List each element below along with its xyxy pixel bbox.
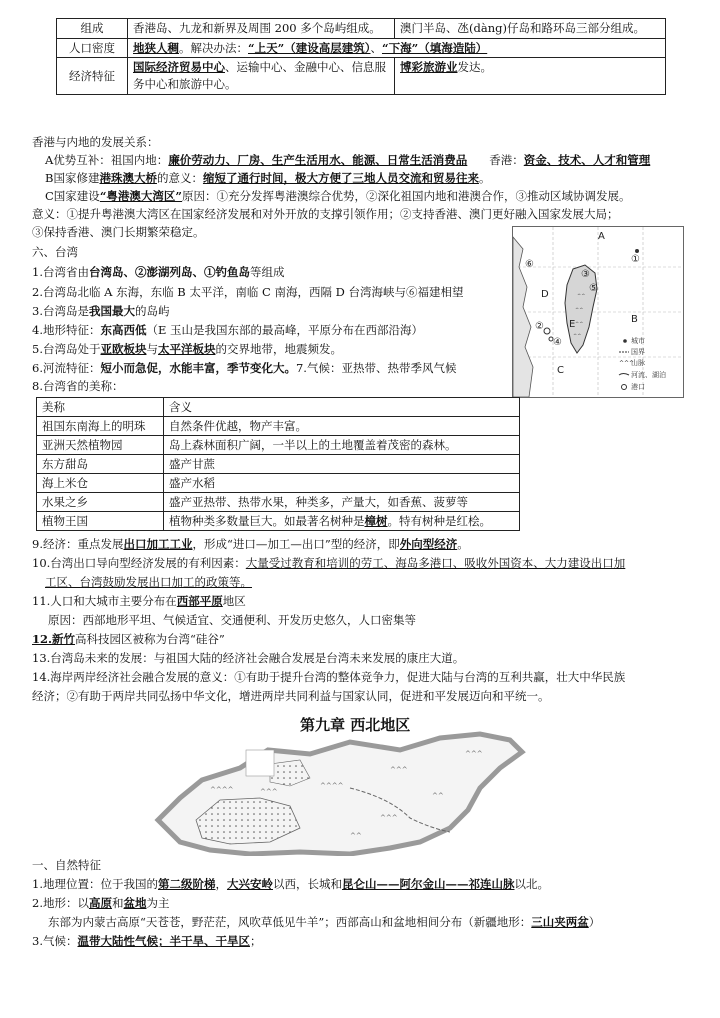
- chapter-title: 第九章 西北地区: [300, 716, 411, 734]
- nickname-cell: 亚洲天然植物园: [37, 436, 164, 455]
- map-label-d: D: [541, 289, 549, 300]
- svg-text:^^: ^^: [577, 293, 586, 299]
- svg-text:^^^^: ^^^^: [210, 786, 234, 794]
- legend-city: 城市: [631, 337, 645, 345]
- taiwan-map: [512, 226, 684, 398]
- macau-economy-cell: 博彩旅游业发达。: [395, 58, 666, 94]
- taiwan-5: 5.台湾岛处于亚欧板块与太平洋板块的交界地带，地震频发。: [32, 342, 342, 356]
- northwest-map: [150, 728, 580, 856]
- taiwan-8: 8.台湾省的美称：: [32, 379, 124, 393]
- nickname-cell: 植物王国: [37, 512, 164, 531]
- legend-river: 河流、湖泊: [631, 371, 666, 379]
- svg-text:^^: ^^: [350, 832, 362, 840]
- hk-economy-cell: 国际经济贸易中心、运输中心、金融中心、信息服务中心和旅游中心。: [128, 58, 395, 94]
- svg-text:^^^: ^^^: [465, 750, 483, 758]
- taiwan-6: 6.河流特征：短小而急促，水能丰富，季节变化大。7.气候：亚热带、热带季风气候: [32, 361, 457, 375]
- taiwan-nickname-table: [36, 397, 520, 531]
- taiwan-1: 1.台湾省由台湾岛、②澎湖列岛、①钓鱼岛等组成: [32, 265, 285, 279]
- nickname-cell: 祖国东南海上的明珠: [37, 417, 164, 436]
- meaning-line-1: 意义：①提升粤港澳大湾区在国家经济发展和对外开放的支撑引领作用；②支持香港、澳门更好融入国家发展大局；: [32, 207, 619, 221]
- map-label-a: A: [598, 231, 605, 242]
- northwest-2-cont: 东部为内蒙古高原“天苍苍，野茫茫，风吹草低见牛羊”；西部高山和盆地相间分布（新疆地形：三山夹两盆）: [48, 915, 601, 929]
- table-row: [37, 417, 520, 436]
- meaning-cell: 盛产甘蔗: [164, 455, 520, 474]
- map-num-1: ①: [631, 254, 640, 265]
- relation-a: A优势互补：祖国内地：廉价劳动力、厂房、生产生活用水、能源、日常生活消费品 香港：资金、技术、人才和管理: [45, 153, 651, 167]
- northwest-1: 1.地理位置：位于我国的第二级阶梯，大兴安岭以西，长城和昆仑山——阿尔金山——祁连山脉以北。: [32, 877, 549, 891]
- legend-mountain: 山脉: [631, 359, 645, 367]
- svg-text:^^: ^^: [573, 333, 582, 339]
- meaning-cell: 植物种类多数量巨大。如最著名树种是樟树。特有树种是红桧。: [164, 512, 520, 531]
- table-row: [57, 19, 666, 39]
- macau-cell: 澳门半岛、氹(dàng)仔岛和路环岛三部分组成。: [395, 19, 666, 39]
- header-cell: 含义: [164, 398, 520, 417]
- table-header-row: [37, 398, 520, 417]
- header-cell: 美称: [37, 398, 164, 417]
- map-num-4: ④: [553, 337, 562, 348]
- svg-text:^^: ^^: [575, 307, 584, 313]
- map-num-3: ③: [581, 269, 590, 280]
- svg-text:^^^: ^^^: [260, 788, 278, 796]
- taiwan-4: 4.地形特征：东高西低（E 玉山是我国东部的最高峰，平原分布在西部沿海）: [32, 323, 424, 337]
- svg-text:^^^: ^^^: [619, 360, 635, 367]
- taiwan-3: 3.台湾岛是我国最大的岛屿: [32, 304, 170, 318]
- meaning-cell: 盛产亚热带、热带水果，种类多，产量大，如香蕉、菠萝等: [164, 493, 520, 512]
- meaning-cell: 岛上森林面积广阔，一半以上的土地覆盖着茂密的森林。: [164, 436, 520, 455]
- taiwan-10-cont: 工区、台湾鼓励发展出口加工的政策等。: [45, 575, 252, 589]
- northwest-2: 2.地形：以高原和盆地为主: [32, 896, 170, 910]
- map-label-b: B: [631, 314, 638, 325]
- table-row: [37, 455, 520, 474]
- hk-cell: 香港岛、九龙和新界及周围 200 多个岛屿组成。: [128, 19, 395, 39]
- natural-features-title: 一、自然特征: [32, 858, 101, 872]
- table-row: [37, 436, 520, 455]
- meaning-line-2: ③保持香港、澳门长期繁荣稳定。: [32, 225, 205, 239]
- map-label-e: E: [569, 319, 576, 330]
- table-row: [37, 493, 520, 512]
- taiwan-11: 11.人口和大城市主要分布在西部平原地区: [32, 594, 246, 608]
- row-header: 经济特征: [57, 58, 128, 94]
- taiwan-10: 10.台湾出口导向型经济发展的有利因素：大量受过教育和培训的劳工、海岛多港口、吸收外国资本、大力建设出口加: [32, 556, 626, 570]
- relation-title: 香港与内地的发展关系：: [32, 135, 159, 149]
- table-row: [57, 58, 666, 94]
- taiwan-11-reason: 原因：西部地形平坦、气候适宜、交通便利、开发历史悠久，人口密集等: [48, 613, 416, 627]
- taiwan-13: 13.台湾岛未来的发展：与祖国大陆的经济社会融合发展是台湾未来发展的康庄大道。: [32, 651, 465, 665]
- nickname-cell: 水果之乡: [37, 493, 164, 512]
- relation-b: B国家修建港珠澳大桥的意义：缩短了通行时间，极大方便了三地人员交流和贸易往来。: [45, 171, 491, 185]
- taiwan-map-svg: [513, 227, 683, 397]
- northwest-3: 3.气候：温带大陆性气候；半干旱、干旱区；: [32, 934, 262, 948]
- taiwan-12: 12.新竹高科技园区被称为台湾“硅谷”: [32, 632, 225, 646]
- legend-port: 港口: [631, 383, 645, 391]
- row-header: 组成: [57, 19, 128, 39]
- taiwan-14: 14.海岸两岸经济社会融合发展的意义：①有助于提升台湾的整体竞争力，促进大陆与台湾的互利共赢，壮大中华民族: [32, 670, 626, 684]
- svg-text:^^^: ^^^: [390, 766, 408, 774]
- map-num-6: ⑥: [525, 259, 534, 270]
- svg-text:^^: ^^: [575, 321, 584, 327]
- nickname-cell: 东方甜岛: [37, 455, 164, 474]
- meaning-cell: 盛产水稻: [164, 474, 520, 493]
- map-num-2: ②: [535, 321, 544, 332]
- hk-macau-table: [56, 18, 666, 95]
- map-num-5: ⑤: [589, 283, 598, 294]
- northwest-map-svg: [150, 728, 580, 856]
- svg-text:^^: ^^: [432, 792, 444, 800]
- legend-border: 国界: [631, 348, 645, 356]
- density-cell: 地狭人稠。解决办法：“上天”（建设高层建筑）、“下海”（填海造陆）: [128, 38, 666, 58]
- relation-c: C国家建设“粤港澳大湾区”原因：①充分发挥粤港澳综合优势，②深化祖国内地和港澳合作，③推动区域协调发展。: [45, 189, 631, 203]
- nickname-cell: 海上米仓: [37, 474, 164, 493]
- taiwan-9: 9.经济：重点发展出口加工工业，形成“进口—加工—出口”型的经济，即外向型经济。: [32, 537, 469, 551]
- table-row: [37, 512, 520, 531]
- taiwan-14-cont: 经济；②有助于两岸共同弘扬中华文化，增进两岸共同利益与国家认同，促进和平发展迈向和平统一。: [32, 689, 550, 703]
- row-header: 人口密度: [57, 38, 128, 58]
- meaning-cell: 自然条件优越，物产丰富。: [164, 417, 520, 436]
- table-row: [57, 38, 666, 58]
- svg-text:^^^: ^^^: [380, 814, 398, 822]
- table-row: [37, 474, 520, 493]
- taiwan-2: 2.台湾岛北临 A 东海，东临 B 太平洋，南临 C 南海，西隔 D 台湾海峡与⑥福建相望: [32, 285, 464, 299]
- section-taiwan: 六、台湾: [32, 245, 78, 259]
- map-label-c: C: [557, 365, 564, 376]
- svg-text:^^^^: ^^^^: [320, 782, 344, 790]
